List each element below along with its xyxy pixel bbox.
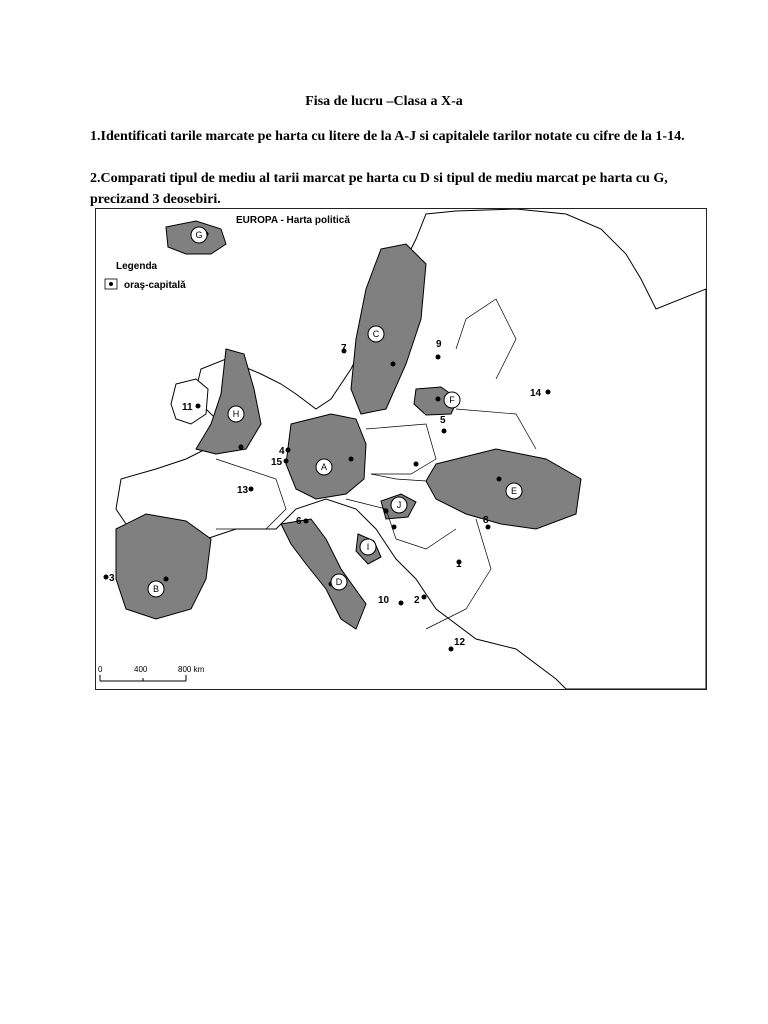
map-svg [96, 209, 706, 689]
document-title: Fisa de lucru –Clasa a X-a [305, 94, 463, 109]
letter-b: B [152, 584, 160, 594]
country-b-shape [116, 514, 211, 619]
letter-i: I [366, 542, 370, 552]
letter-f: F [449, 395, 455, 405]
letter-j: J [396, 500, 402, 510]
question-1: 1.Identificati tarile marcate pe harta cu litere de la A-J si capitalele tarilor notate cu cifre de la 1-14. [90, 129, 685, 144]
number-11: 11 [182, 402, 193, 413]
number-5: 5 [440, 415, 446, 426]
europe-political-map [95, 208, 707, 690]
legend-capital-dot [109, 282, 113, 286]
number-12: 12 [454, 637, 466, 648]
scale-bar [98, 665, 205, 681]
legend-title: Legenda [116, 261, 158, 272]
country-d-shape [281, 519, 366, 629]
number-10: 10 [378, 595, 390, 606]
letter-g: G [195, 230, 203, 240]
letter-h: H [232, 409, 240, 419]
letter-d: D [335, 577, 343, 587]
number-8: 8 [483, 515, 489, 526]
number-15: 15 [271, 457, 283, 468]
number-2: 2 [414, 595, 420, 606]
number-6: 6 [296, 516, 302, 527]
number-9: 9 [436, 339, 442, 350]
map-title: EUROPA - Harta politică [236, 215, 350, 226]
number-3: 3 [109, 573, 115, 584]
scale-label-400: 400 [134, 665, 148, 674]
number-14: 14 [530, 388, 542, 399]
number-13: 13 [237, 485, 249, 496]
number-4: 4 [279, 446, 285, 457]
letter-a: A [320, 462, 328, 472]
scale-label-800: 800 km [178, 665, 205, 674]
number-1: 1 [456, 559, 462, 570]
country-a-shape [286, 414, 366, 499]
scale-label-0: 0 [98, 665, 103, 674]
letter-e: E [510, 486, 518, 496]
number-7: 7 [341, 343, 347, 354]
question-2: 2.Comparati tipul de mediu al tarii marcat pe harta cu D si tipul de mediu marcat pe harta cu G, precizand 3 deosebiri. [90, 171, 668, 207]
legend-item-label: oraş-capitală [124, 280, 186, 291]
letter-c: C [372, 329, 380, 339]
